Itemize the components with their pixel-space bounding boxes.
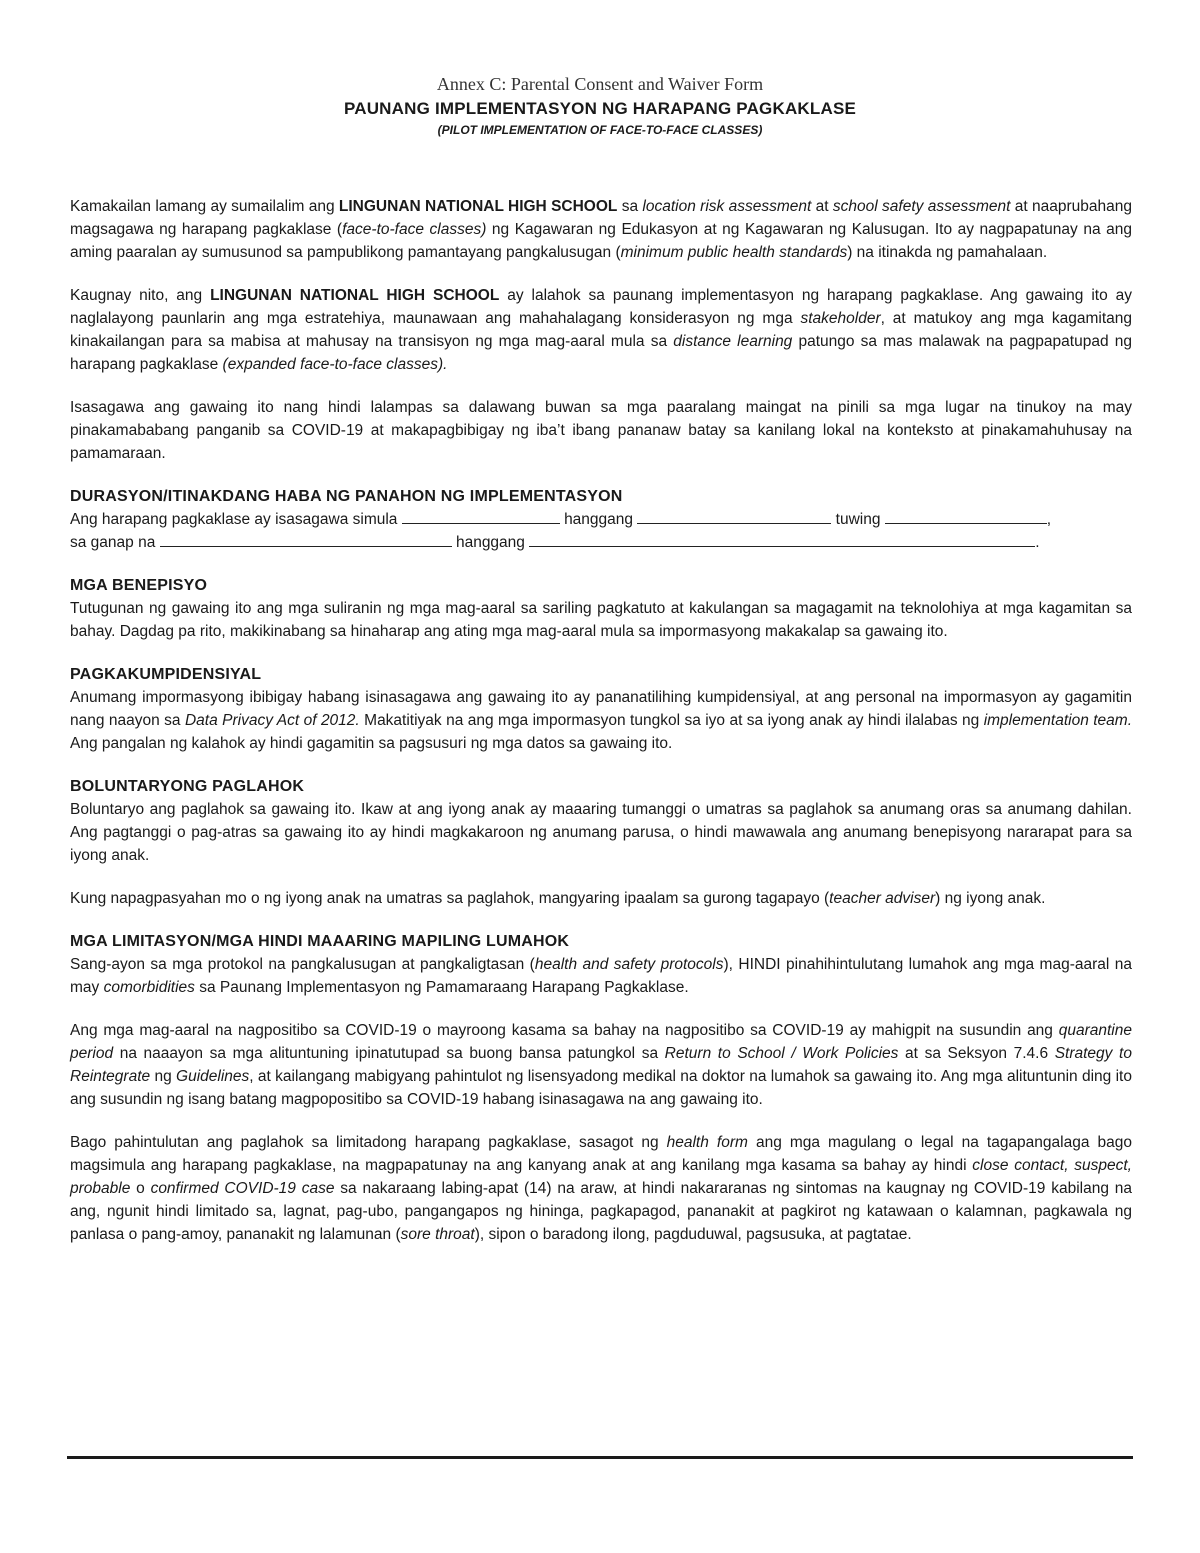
limitations-paragraph-2: Ang mga mag-aaral na nagpositibo sa COVID-19 o mayroong kasama sa bahay na nagpositibo sa COVID-19 ay mahigpit na susundin ang quarantine period na naaayon sa mga alituntuning ipinatutupad sa buong bansa patungkol sa Return to School / Work Policies at sa Seksyon 7.4.6 Strategy to Reintegrate ng Guidelines, at kailangang mabigyang pahintulot ng lisensyadong medikal na doktor na lumahok sa gawaing ito. Ang mga alituntunin ding ito ang susundin ng isang batang magpopositibo sa COVID-19 habang isinasagawa na ang gawaing ito. [70,1022,1132,1108]
start-time-field[interactable] [160,532,452,547]
start-date-field[interactable] [402,509,560,524]
intro-paragraph-3: Isasagawa ang gawaing ito nang hindi lalampas sa dalawang buwan sa mga paaralang maingat na pinili sa mga lugar na tinukoy na may pinakamababang panganib sa COVID-19 at makapagbibigay ng iba’t ibang pananaw batay sa kanilang lokal na konteksto at pinakamahuhusay na pamamaraan. [70,399,1132,462]
duration-line-2: sa ganap na hanggang . [70,534,1040,551]
school-name: LINGUNAN NATIONAL HIGH SCHOOL [338,198,618,215]
voluntary-paragraph-1: Boluntaryo ang paglahok sa gawaing ito. Ikaw at ang iyong anak ay maaaring tumanggi o umatras sa paglahok sa anumang oras sa anumang dahilan. Ang pagtanggi o pag-atras sa gawaing ito ay hindi magkakaroon ng anumang parusa, o hindi mawawala ang anumang benepisyong nararapat para sa iyong anak. [70,801,1132,864]
end-date-field[interactable] [637,509,831,524]
limitations-heading: MGA LIMITASYON/MGA HINDI MAAARING MAPILING LUMAHOK [70,933,570,950]
school-name: LINGUNAN NATIONAL HIGH SCHOOL [210,287,500,304]
schedule-days-field[interactable] [885,509,1047,524]
limitations-paragraph-3: Bago pahintulutan ang paglahok sa limitadong harapang pagkaklase, sasagot ng health form ang mga magulang o legal na tagapangalaga bago magsimula ang harapang pagkaklase, na magpapatunay na ang kanyang anak at ang kanilang mga kasama sa bahay ay hindi close contact, suspect, probable o confirmed COVID-19 case sa nakaraang labing-apat (14) na araw, at hindi nakararanas ng sintomas na kaugnay ng COVID-19 kabilang na ang, ngunit hindi limitado sa, lagnat, pag-ubo, pangangapos ng hininga, pagkapagod, pananakit at pagkirot ng katawaan o kalamnan, pagkawala ng panlasa o pang-amoy, pananakit ng lalamunan (sore throat), sipon o baradong ilong, pagduduwal, pagsusuka, at pagtatae. [70,1134,1132,1243]
footer-divider [67,1456,1133,1459]
benefits-paragraph: Tutugunan ng gawaing ito ang mga suliranin ng mga mag-aaral sa sariling pagkatuto at kakulangan sa magagamit na teknolohiya at mga kagamitan sa bahay. Dagdag pa rito, makikinabang sa hinaharap ang ating mga mag-aaral mula sa impormasyong makakalap sa gawaing ito. [70,600,1132,640]
annex-label: Annex C: Parental Consent and Waiver Form [436,74,764,94]
benefits-heading: MGA BENEPISYO [70,577,208,594]
intro-paragraph-2: Kaugnay nito, ang LINGUNAN NATIONAL HIGH SCHOOL ay lalahok sa paunang implementasyon ng harapang pagkaklase. Ang gawaing ito ay naglalayong paunlarin ang mga estratehiya, maunawaan ang mahahalagang konsiderasyon ng mga stakeholder, at matukoy ang mga kagamitang kinakailangan para sa mabisa at mahusay na transisyon ng mga mag-aaral mula sa distance learning patungo sa mas malawak na pagpapatupad ng harapang pagkaklase (expanded face-to-face classes). [70,287,1132,373]
confidentiality-paragraph: Anumang impormasyong ibibigay habang isinasagawa ang gawaing ito ay pananatilihing kumpidensiyal, at ang personal na impormasyon ay gagamitin nang naayon sa Data Privacy Act of 2012. Makatitiyak na ang mga impormasyon tungkol sa iyo at sa iyong anak ay hindi ilalabas ng implementation team. Ang pangalan ng kalahok ay hindi gagamitin sa pagsusuri ng mga datos sa gawaing ito. [70,689,1132,752]
confidentiality-heading: PAGKAKUMPIDENSIYAL [70,666,262,683]
end-time-field[interactable] [529,532,1035,547]
voluntary-paragraph-2: Kung napagpasyahan mo o ng iyong anak na umatras sa paglahok, mangyaring ipaalam sa gurong tagapayo (teacher adviser) ng iyong anak. [70,890,1046,907]
intro-paragraph-1: Kamakailan lamang ay sumailalim ang LINGUNAN NATIONAL HIGH SCHOOL sa location risk assessment at school safety assessment at naaprubahang magsagawa ng harapang pagkaklase (face-to-face classes) ng Kagawaran ng Edukasyon at ng Kagawaran ng Kalusugan. Ito ay nagpapatunay na ang aming paaralan ay sumusunod sa pampublikong pamantayang pangkalusugan (minimum public health standards) na itinakda ng pamahalaan. [70,198,1132,261]
limitations-paragraph-1: Sang-ayon sa mga protokol na pangkalusugan at pangkaligtasan (health and safety protocols), HINDI pinahihintulutang lumahok ang mga mag-aaral na may comorbidities sa Paunang Implementasyon ng Pamamaraang Harapang Pagkaklase. [70,956,1132,996]
voluntary-heading: BOLUNTARYONG PAGLAHOK [70,778,305,795]
document-header [0,72,1200,138]
document-title: PAUNANG IMPLEMENTASYON NG HARAPANG PAGKAKLASE [343,99,857,118]
duration-heading: DURASYON/ITINAKDANG HABA NG PANAHON NG IMPLEMENTASYON [70,488,623,505]
document-body [70,195,1132,1266]
duration-line-1: Ang harapang pagkaklase ay isasagawa simula hanggang tuwing , [70,511,1052,528]
document-subtitle: (PILOT IMPLEMENTATION OF FACE-TO-FACE CLASSES) [437,123,763,137]
